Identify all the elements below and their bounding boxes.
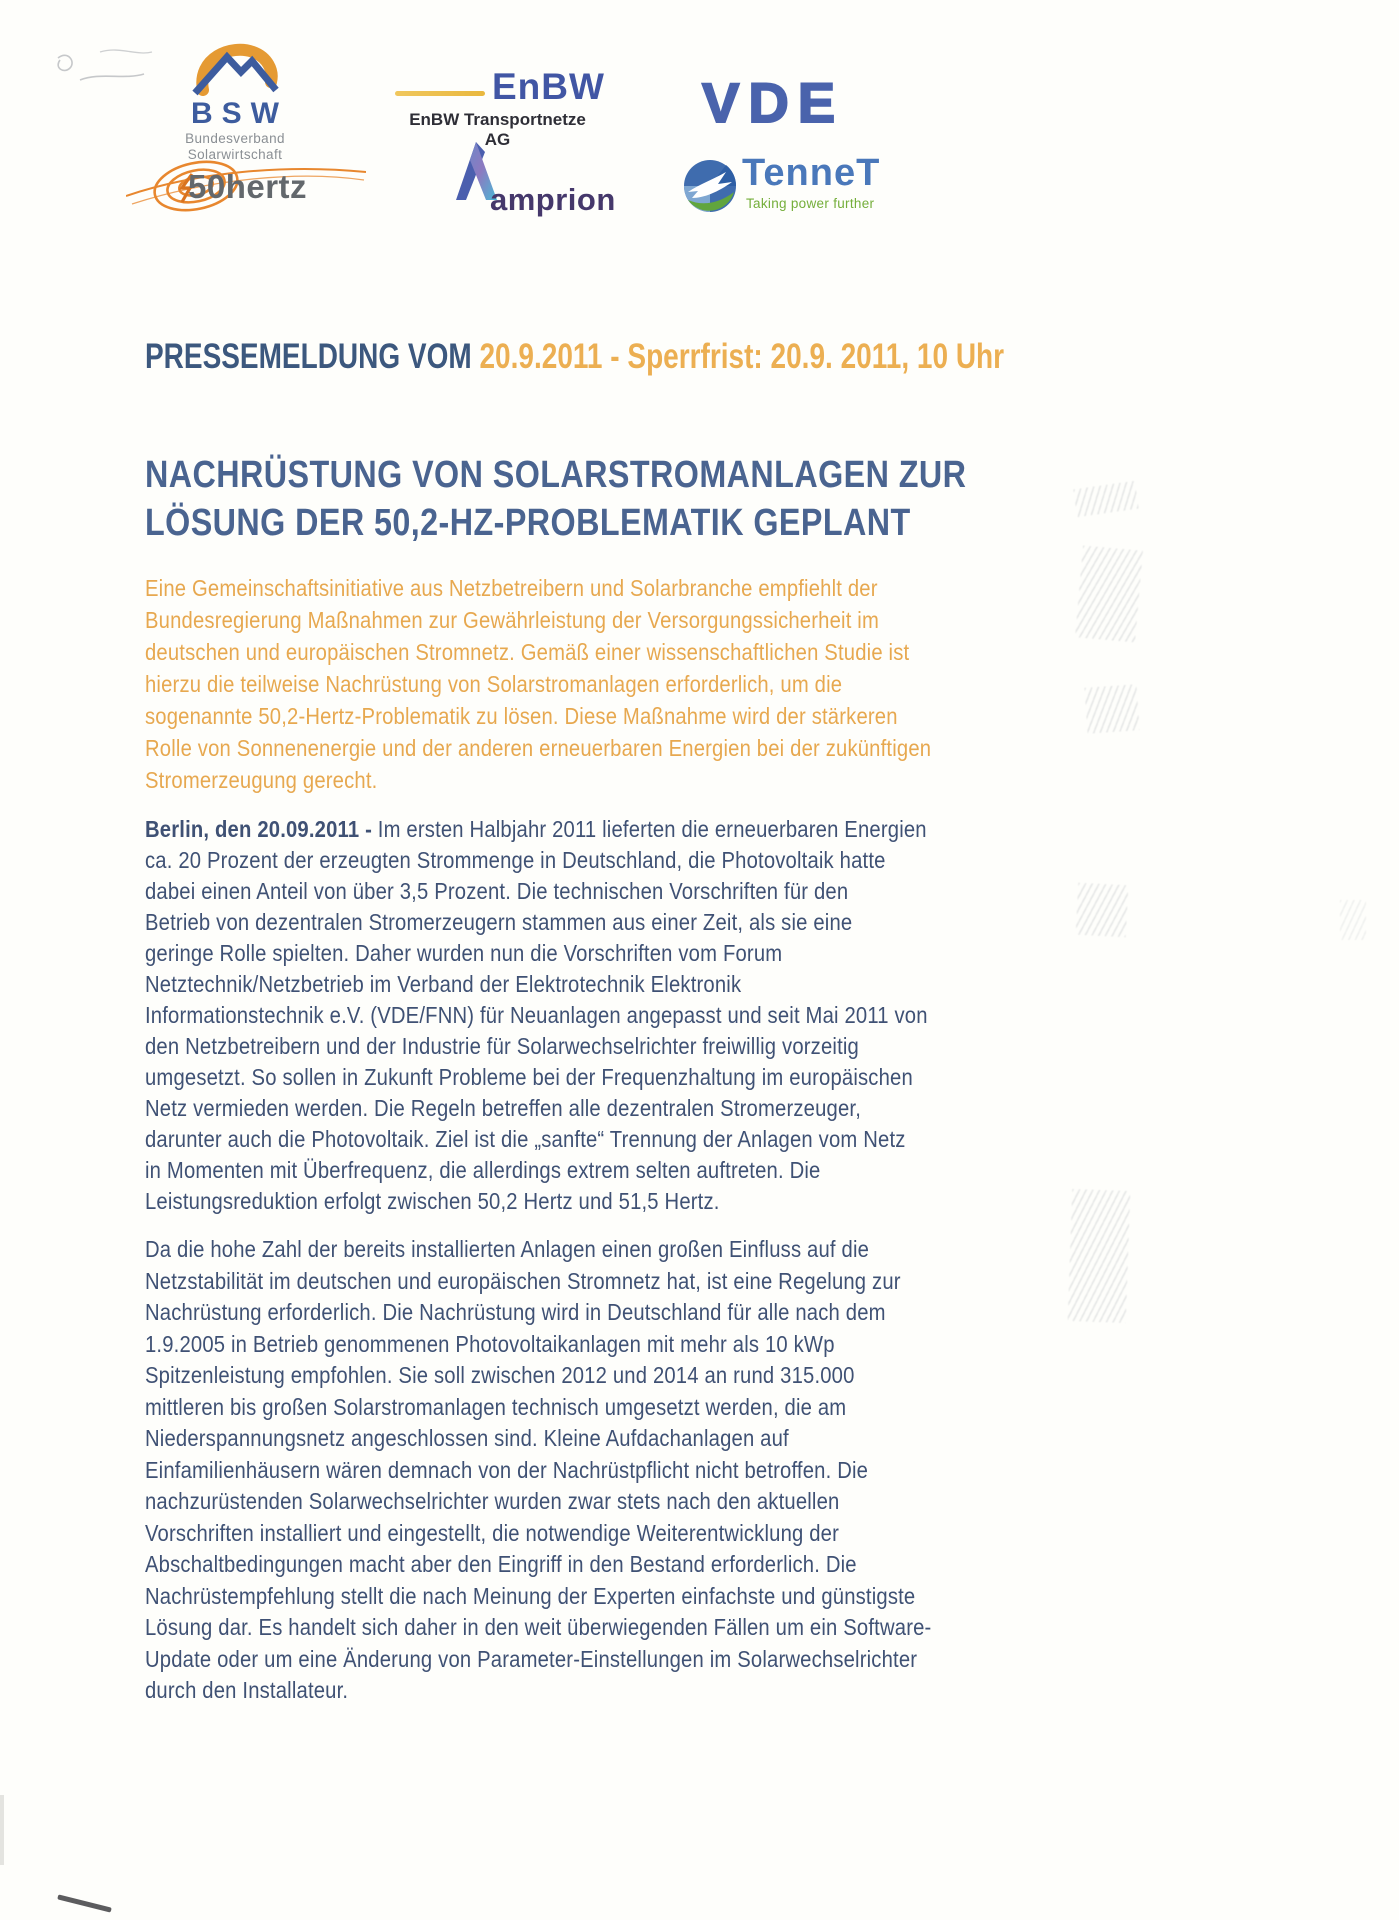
bsw-sun-mountain-icon <box>175 40 295 96</box>
text-line: geringe Rolle spielten. Daher wurden nun die Vorschriften vom Forum <box>145 940 783 966</box>
text-line: Bundesregierung Maßnahmen zur Gewährleistung der Versorgungssicherheit im <box>145 607 880 633</box>
tennet-tagline: Taking power further <box>746 196 875 211</box>
body-paragraph-2 <box>145 1234 931 1707</box>
text-line: ca. 20 Prozent der erzeugten Strommenge in Deutschland, die Photovoltaik hatte <box>145 847 886 873</box>
bsw-logo <box>145 40 325 163</box>
intro-paragraph <box>145 572 931 796</box>
text-line: Eine Gemeinschaftsinitiative aus Netzbetreibern und Solarbranche empfiehlt der <box>145 575 878 601</box>
text-line: in Momenten mit Überfrequenz, die allerdings extrem selten auftreten. Die <box>145 1157 821 1183</box>
text-line: Nachrüstempfehlung stellt die nach Meinung der Experten einfachste und günstigste <box>145 1582 916 1609</box>
text-line: den Netzbetreibern und der Industrie für Solarwechselrichter freiwillig vorzeitig <box>145 1033 859 1059</box>
scan-smudge-artifact <box>1075 546 1143 643</box>
bsw-subtitle-line2: Solarwirtschaft <box>187 147 283 162</box>
amprion-wordmark: amprion <box>490 182 616 217</box>
scan-smudge-artifact <box>1084 684 1139 734</box>
scan-smudge-artifact <box>1076 883 1129 938</box>
text-line: Betrieb von dezentralen Stromerzeugern stammen aus einer Zeit, als sie eine <box>145 909 853 935</box>
scan-smudge-artifact <box>1068 1189 1131 1323</box>
text-line: Stromerzeugung gerecht. <box>145 767 378 793</box>
title-line-1: NACHRÜSTUNG VON SOLARSTROMANLAGEN ZUR <box>145 454 967 496</box>
text-line: 1.9.2005 in Betrieb genommenen Photovoltaikanlagen mit mehr als 10 kWp <box>145 1330 835 1357</box>
text-line: dabei einen Anteil von über 3,5 Prozent. Die technischen Vorschriften für den <box>145 878 849 904</box>
title-line-2: LÖSUNG DER 50,2-HZ-PROBLEMATIK GEPLANT <box>145 502 911 544</box>
press-date: 20.9.2011 - Sperrfrist: 20.9. 2011, 10 Uhr <box>479 337 1005 376</box>
amprion-logo <box>452 140 622 220</box>
text-line: Netztechnik/Netzbetrieb im Verband der Elektrotechnik Elektronik <box>145 971 742 997</box>
first-line-rest: Im ersten Halbjahr 2011 lieferten die erneuerbaren Energien <box>371 816 927 842</box>
paragraph-first-line <box>145 814 928 845</box>
text-line: darunter auch die Photovoltaik. Ziel ist die „sanfte“ Trennung der Anlagen vom Netz <box>145 1126 906 1152</box>
text-line: Niederspannungsnetz angeschlossen sind. Kleine Aufdachanlagen auf <box>145 1425 789 1451</box>
text-line: Lösung dar. Es handelt sich daher in den weit überwiegenden Fällen um ein Software- <box>145 1614 932 1640</box>
text-line: Nachrüstung erforderlich. Die Nachrüstung wird in Deutschland für alle nach dem <box>145 1299 886 1325</box>
text-line: Abschaltbedingungen macht aber den Eingriff in den Bestand erforderlich. Die <box>145 1551 857 1577</box>
text-line: Rolle von Sonnenenergie und der anderen erneuerbaren Energien bei der zukünftigen <box>145 735 932 761</box>
body-paragraph-1 <box>145 814 928 1217</box>
text-line: Spitzenleistung empfohlen. Sie soll zwischen 2012 und 2014 an rund 315.000 <box>145 1362 855 1388</box>
text-line: Netz vermieden werden. Die Regeln betreffen alle dezentralen Stromerzeuger, <box>145 1095 862 1121</box>
scan-smudge-artifact <box>1340 900 1366 940</box>
press-label: PRESSEMELDUNG VOM <box>145 337 480 376</box>
text-line: deutschen und europäischen Stromnetz. Gemäß einer wissenschaftlichen Studie ist <box>145 639 910 665</box>
text-line: Da die hohe Zahl der bereits installierten Anlagen einen großen Einfluss auf die <box>145 1236 870 1262</box>
text-line: Einfamilienhäusern wären demnach von der Nachrüstpflicht nicht betroffen. Die <box>145 1456 869 1483</box>
bsw-subtitle-line1: Bundesverband <box>185 131 285 146</box>
dateline-lead: Berlin, den 20.09.2011 - <box>145 816 372 842</box>
bsw-wordmark: BSW <box>191 97 288 130</box>
tennet-wordmark: TenneT <box>742 152 881 194</box>
tennet-globe-icon <box>682 158 738 214</box>
vde-logo <box>702 70 844 135</box>
vde-wordmark: VDE <box>702 71 845 134</box>
text-line: Informationstechnik e.V. (VDE/FNN) für Neuanlagen angepasst und seit Mai 2011 von <box>145 1002 928 1028</box>
50hertz-logo <box>126 146 366 222</box>
text-line: Vorschriften installiert und eingestellt, die notwendige Weiterentwicklung der <box>145 1519 840 1546</box>
text-line: Netzstabilität im deutschen und europäischen Stromnetz hat, ist eine Regelung zur <box>145 1267 901 1294</box>
scan-edge-artifact <box>0 1795 4 1865</box>
press-release-line <box>145 337 1004 377</box>
enbw-wordmark: EnBW <box>492 66 605 107</box>
text-line: umgesetzt. So sollen in Zukunft Probleme bei der Frequenzhaltung im europäischen <box>145 1064 913 1090</box>
text-line: Update oder um eine Änderung von Parameter-Einstellungen im Solarwechselrichter <box>145 1645 918 1672</box>
text-line: Leistungsreduktion erfolgt zwischen 50,2 Hertz und 51,5 Hertz. <box>145 1188 720 1214</box>
text-line: nachzurüstenden Solarwechselrichter wurden zwar stets nach den aktuellen <box>145 1488 840 1514</box>
text-line: hierzu die teilweise Nachrüstung von Solarstromanlagen erforderlich, um die <box>145 671 843 697</box>
50hertz-wordmark: 50hertz <box>188 168 308 205</box>
enbw-yellow-line-icon <box>395 91 485 96</box>
text-line: sogenannte 50,2-Hertz-Problematik zu lösen. Diese Maßnahme wird der stärkeren <box>145 703 898 729</box>
enbw-subtitle: EnBW Transportnetze AG <box>409 110 586 149</box>
scan-smudge-artifact <box>1073 481 1138 517</box>
scan-corner-mark-artifact <box>57 1894 112 1912</box>
text-line: mittleren bis großen Solarstromanlagen technisch umgesetzt werden, die am <box>145 1393 847 1420</box>
tennet-logo <box>682 152 932 222</box>
text-line: durch den Installateur. <box>145 1677 349 1703</box>
enbw-logo <box>395 66 610 150</box>
paragraph-lines <box>145 845 928 1217</box>
document-title <box>145 451 966 547</box>
